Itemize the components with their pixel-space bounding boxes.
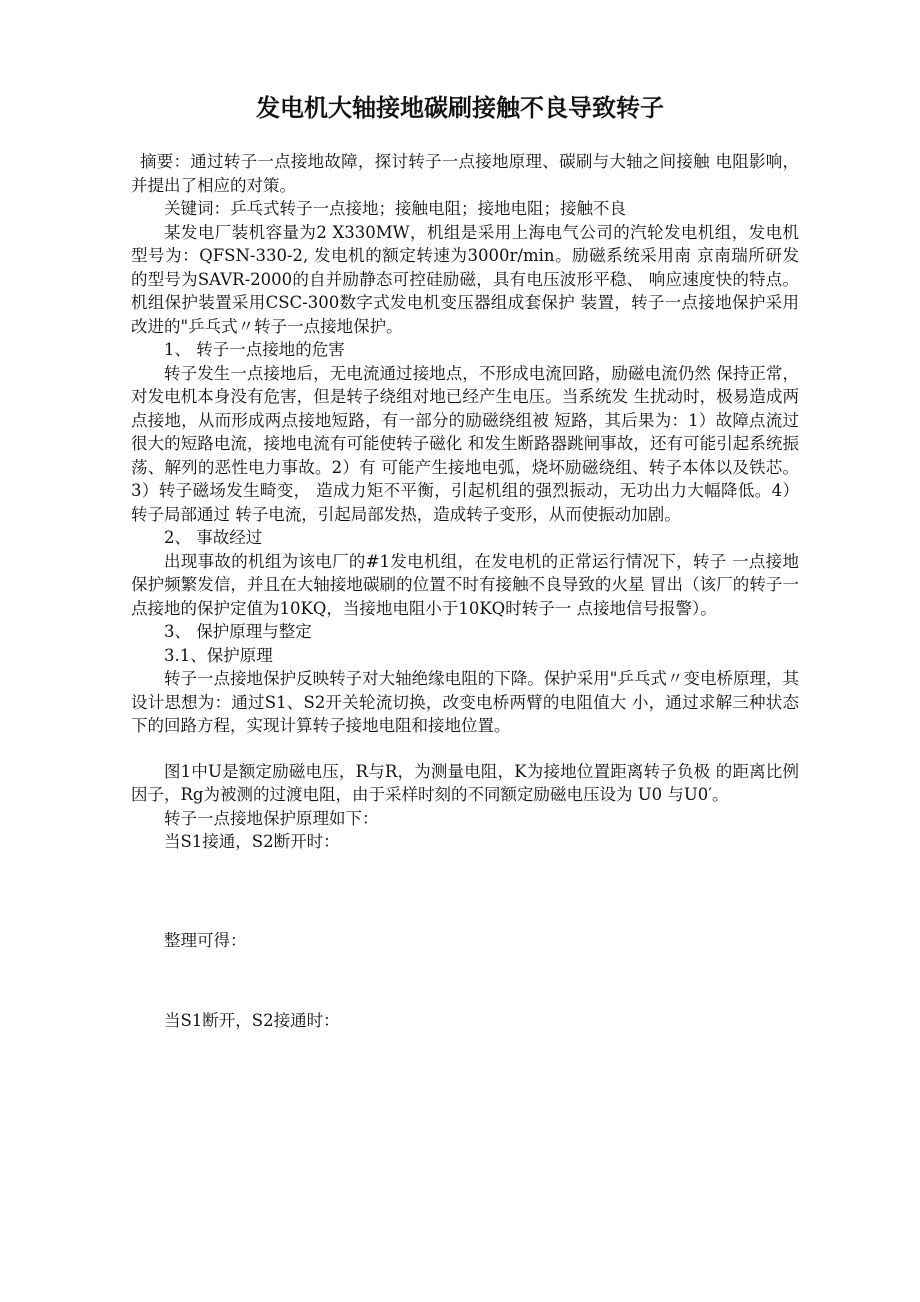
abstract-paragraph: 摘要：通过转子一点接地故障，探讨转子一点接地原理、碳刷与大轴之间接触 电阻影响，并提出了相应的对策。: [131, 152, 799, 195]
equation-gap-1: [131, 854, 799, 929]
figure-description: 图1中U是额定励磁电压，R与R，为测量电阻，K为接地位置距离转子负极 的距离比例因子，Rg为被测的过渡电阻，由于采样时刻的不同额定励磁电压设为 U0 与U0′。: [131, 761, 799, 804]
equation-gap-2: [131, 952, 799, 1009]
rearrange-label: 整理可得：: [164, 930, 247, 950]
keywords-line: 关键词：乒乓式转子一点接地；接触电阻；接地电阻；接触不良: [164, 199, 626, 218]
section-3-heading: 3、 保护原理与整定: [164, 622, 312, 641]
case-2-label: 当S1断开，S2接通时：: [164, 1011, 340, 1030]
section-3-1-paragraph: 转子一点接地保护反映转子对大轴绝缘电阻的下降。保护采用"乒乓式〃变电桥原理，其设计思想为：通过S1、S2开关轮流切换，改变电桥两臂的电阻值大 小，通过求解三种状态下的回路方程，实现计算转子接地电阻和接地位置。: [131, 669, 799, 735]
document-title: 发电机大轴接地碳刷接触不良导致转子: [256, 93, 664, 122]
document-body: [131, 150, 799, 1033]
principle-intro: 转子一点接地保护原理如下：: [164, 808, 379, 828]
figure-gap: [131, 738, 799, 760]
section-1-paragraph: 转子发生一点接地后，无电流通过接地点，不形成电流回路，励磁电流仍然 保持正常，对发电机本身没有危害，但是转子绕组对地已经产生电压。当系统发 生扰动时，极易造成两点接地，从而形成两点接地短路，有一部分的励磁绕组被 短路，其后果为：1）故障点流过很大的短路电流，接地电流有可能使转子磁化 和发生断路器跳闸事故，还有可能引起系统振荡、解列的恶性电力事故。2）有 可能产生接地电弧，烧坏励磁绕组、转子本体以及铁芯。3）转子磁场发生畸变， 造成力矩不平衡，引起机组的强烈振动，无功出力大幅降低。4）转子局部通过 转子电流，引起局部发热，造成转子变形，从而使振动加剧。: [131, 363, 799, 524]
section-3-1-heading: 3.1、保护原理: [164, 645, 273, 665]
section-2-paragraph: 出现事故的机组为该电厂的#1发电机组，在发电机的正常运行情况下，转子 一点接地保护频繁发信，并且在大轴接地碳刷的位置不时有接触不良导致的火星 冒出（该厂的转子一点接地的保护定值为10KQ，当接地电阻小于10KQ时转子一 点接地信号报警）。: [131, 551, 799, 618]
section-2-heading: 2、 事故经过: [164, 528, 263, 547]
section-1-heading: 1、 转子一点接地的危害: [164, 340, 345, 359]
intro-paragraph: 某发电厂装机容量为2 X330MW，机组是采用上海电气公司的汽轮发电机组，发电机型号为：QFSN-330-2, 发电机的额定转速为3000r/min。励磁系统采用南 京南瑞所研发的型号为SAVR-2000的自并励静态可控硅励磁，具有电压波形平稳、 响应速度快的特点。机组保护装置采用CSC-300数字式发电机变压器组成套保护 装置，转子一点接地保护采用改进的"乒乓式〃转子一点接地保护。: [131, 222, 799, 336]
case-1-label: 当S1接通，S2断开时：: [164, 832, 340, 851]
